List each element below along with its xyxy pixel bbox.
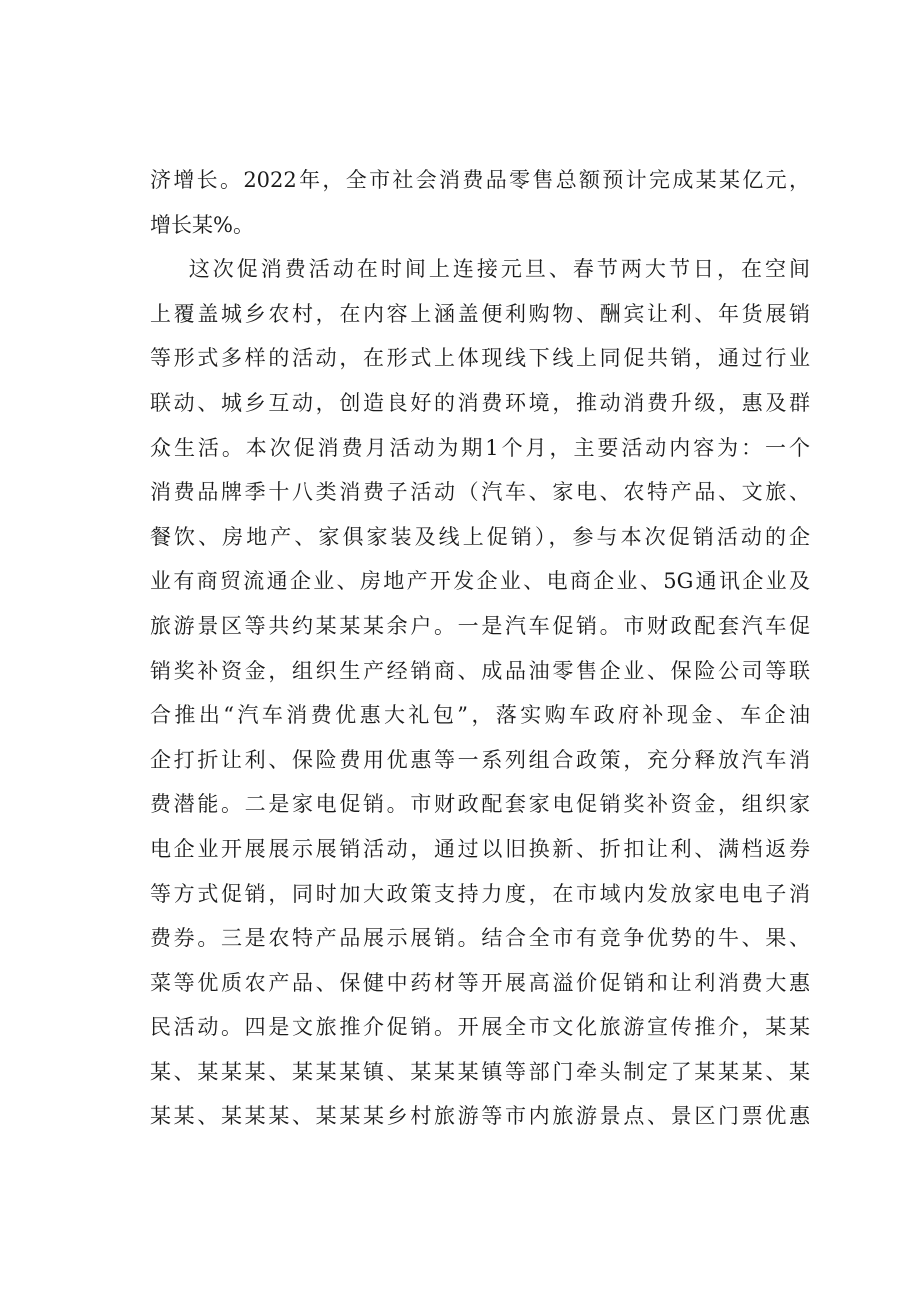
text-line: 众生活。本次促消费月活动为期1个月，主要活动内容为：一个	[150, 435, 810, 460]
text-line: 电企业开展展示展销活动，通过以旧换新、折扣让利、满档返券	[150, 836, 810, 861]
text-line: 这次促消费活动在时间上连接元旦、春节两大节日，在空间	[150, 257, 810, 282]
text-line: 济增长。2022年，全市社会消费品零售总额预计完成某某亿元，	[150, 168, 810, 192]
text-line: 餐饮、房地产、家俱家装及线上促销），参与本次促销活动的企	[150, 524, 810, 549]
text-line: 上覆盖城乡农村，在内容上涵盖便利购物、酬宾让利、年货展销	[150, 301, 810, 326]
text-line: 费券。三是农特产品展示展销。结合全市有竞争优势的牛、果、	[150, 926, 810, 951]
text-line: 企打折让利、保险费用优惠等一系列组合政策，充分释放汽车消	[150, 747, 810, 772]
text-line: 某某、某某某、某某某乡村旅游等市内旅游景点、景区门票优惠	[150, 1104, 810, 1129]
text-line: 消费品牌季十八类消费子活动（汽车、家电、农特产品、文旅、	[150, 480, 810, 505]
text-line: 销奖补资金，组织生产经销商、成品油零售企业、保险公司等联	[150, 658, 810, 683]
text-line: 业有商贸流通企业、房地产开发企业、电商企业、5G通讯企业及	[150, 569, 810, 594]
text-line: 菜等优质农产品、保健中药材等开展高溢价促销和让利消费大惠	[150, 970, 810, 995]
text-line: 某、某某某、某某某镇、某某某镇等部门牵头制定了某某某、某	[150, 1059, 810, 1084]
text-line: 等形式多样的活动，在形式上体现线下线上同促共销，通过行业	[150, 346, 810, 371]
text-line: 联动、城乡互动，创造良好的消费环境，推动消费升级，惠及群	[150, 390, 810, 415]
text-line: 民活动。四是文旅推介促销。开展全市文化旅游宣传推介，某某	[150, 1015, 810, 1040]
body-text	[150, 158, 810, 1139]
text-line: 旅游景区等共约某某某余户。一是汽车促销。市财政配套汽车促	[150, 613, 810, 638]
text-line: 等方式促销，同时加大政策支持力度，在市域内发放家电电子消	[150, 881, 810, 906]
text-line: 合推出“汽车消费优惠大礼包”，落实购车政府补现金、车企油	[150, 703, 810, 728]
text-line: 增长某%。	[150, 212, 254, 237]
text-line: 费潜能。二是家电促销。市财政配套家电促销奖补资金，组织家	[150, 792, 810, 817]
